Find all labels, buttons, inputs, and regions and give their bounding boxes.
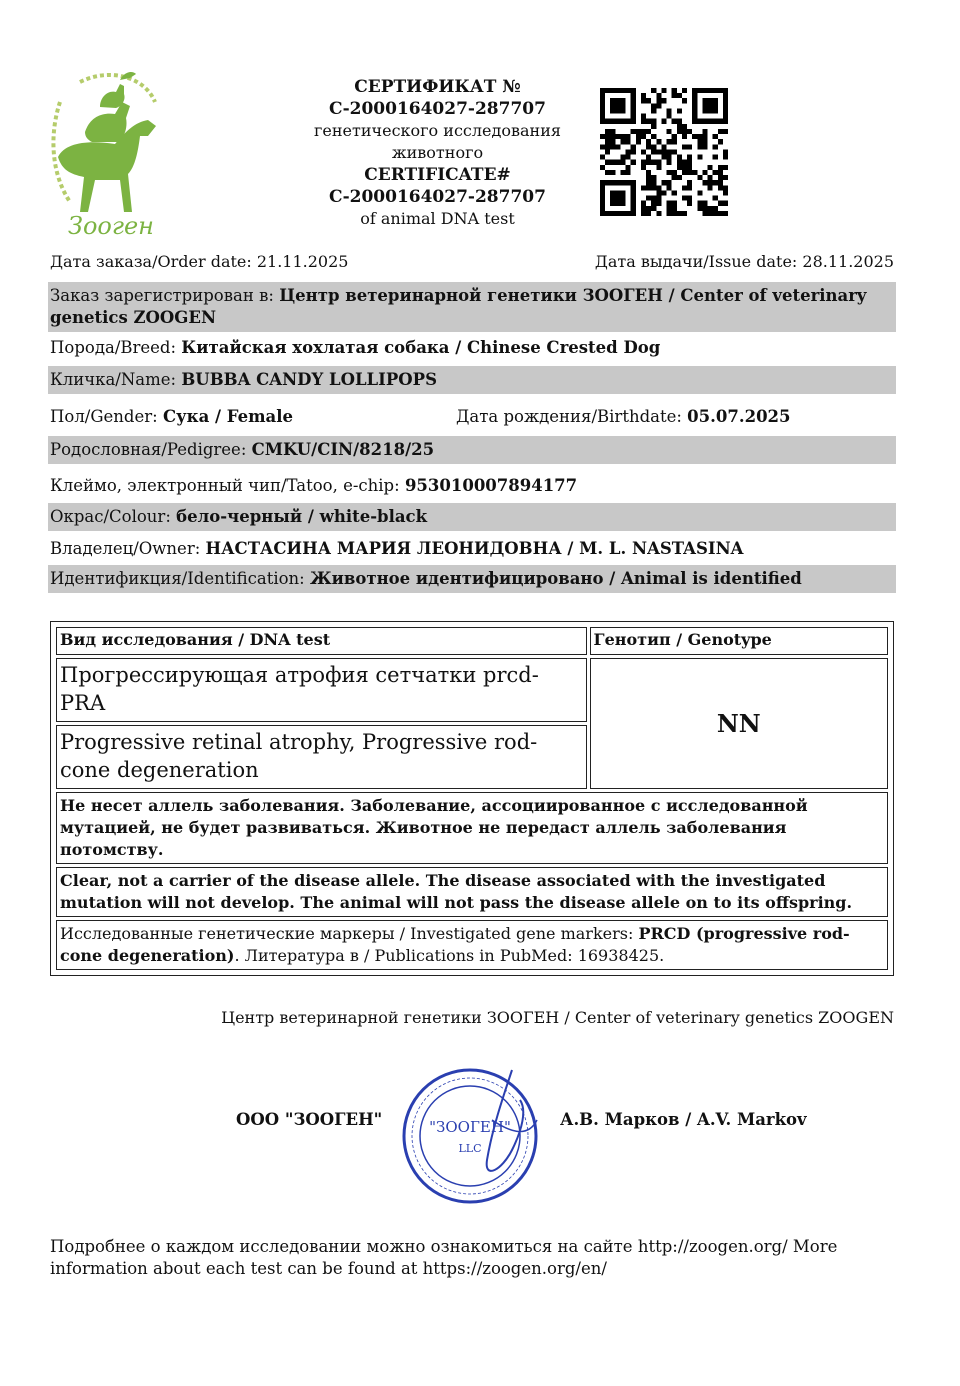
- company-name: ООО "ЗООГЕН": [236, 1110, 383, 1129]
- registered-label: Заказ зарегистрирован в:: [50, 286, 280, 305]
- breed-label: Порода/Breed:: [50, 338, 182, 357]
- certificate-title: [300, 76, 575, 230]
- center-name: Центр ветеринарной генетики ЗООГЕН / Center of veterinary genetics ZOOGEN: [221, 1008, 894, 1027]
- identification-label: Идентификция/Identification:: [50, 569, 310, 588]
- owner-label: Владелец/Owner:: [50, 539, 206, 558]
- pedigree-value: CMKU/CIN/8218/25: [251, 440, 435, 459]
- gender-label: Пол/Gender:: [50, 407, 163, 426]
- cert-en-heading: CERTIFICATE#: [364, 165, 511, 185]
- signer-name: А.В. Марков / A.V. Markov: [560, 1110, 807, 1129]
- genotype-value: NN: [590, 658, 888, 789]
- cert-en-number: C-2000164027-287707: [329, 187, 546, 207]
- stamp-center-text: "ЗООГЕН": [429, 1118, 511, 1136]
- gender-value: Сука / Female: [162, 407, 294, 426]
- company-stamp: [392, 1060, 552, 1210]
- col-header-genotype: Генотип / Genotype: [590, 627, 888, 655]
- markers-suffix: . Литература в / Publications in PubMed: 16938425.: [234, 946, 665, 965]
- registered-value: Центр ветеринарной генетики ЗООГЕН / Center of veterinary genetics ZOOGEN: [50, 286, 867, 327]
- owner-value: НАСТАСИНА МАРИЯ ЛЕОНИДОВНА / M. L. NASTASINA: [205, 539, 744, 558]
- pedigree-row: [48, 436, 896, 464]
- birthdate-label: Дата рождения/Birthdate:: [456, 407, 688, 426]
- test-name-ru: Прогрессирующая атрофия сетчатки prcd-PRA: [56, 658, 587, 722]
- chip-value: 953010007894177: [404, 476, 578, 495]
- colour-label: Окрас/Colour:: [50, 507, 177, 526]
- gender-row: [48, 403, 896, 431]
- markers-prefix: Исследованные генетические маркеры / Investigated gene markers:: [60, 924, 639, 943]
- pedigree-label: Родословная/Pedigree:: [50, 440, 252, 459]
- owner-row: [48, 535, 896, 563]
- name-row: [48, 366, 896, 394]
- logo-text: Зооген: [68, 212, 154, 240]
- breed-value: Китайская хохлатая собака / Chinese Crested Dog: [181, 338, 661, 357]
- colour-value: бело-черный / white-black: [176, 507, 428, 526]
- chip-label: Клеймо, электронный чип/Tatoo, e-chip:: [50, 476, 405, 495]
- stamp-llc-text: LLC: [458, 1142, 482, 1155]
- issue-date: Дата выдачи/Issue date: 28.11.2025: [594, 252, 894, 271]
- identification-row: [48, 565, 896, 593]
- order-date: Дата заказа/Order date: 21.11.2025: [50, 252, 349, 271]
- breed-row: [48, 334, 896, 362]
- footer-info: Подробнее о каждом исследовании можно ознакомиться на сайте http://zoogen.org/ More information about each test can be found at https://zoogen.org/en/: [50, 1237, 838, 1278]
- birthdate-value: 05.07.2025: [687, 407, 791, 426]
- col-header-test: Вид исследования / DNA test: [56, 627, 587, 655]
- result-note-ru: Не несет аллель заболевания. Заболевание, ассоциированное с исследованной мутацией, не будет развиваться. Животное не передаст аллель заболевания потомству.: [56, 792, 888, 864]
- result-note-en: Clear, not a carrier of the disease allele. The disease associated with the investigated mutation will not develop. The animal will not pass the disease allele on to its offspring.: [56, 867, 888, 917]
- cert-ru-desc-1: генетического исследования: [314, 121, 561, 140]
- cert-ru-number: C-2000164027-287707: [329, 99, 546, 119]
- test-name-en: Progressive retinal atrophy, Progressive rod-cone degeneration: [56, 725, 587, 789]
- chip-row: [48, 472, 896, 500]
- gene-markers: [56, 920, 888, 970]
- cert-ru-desc-2: животного: [391, 143, 484, 162]
- markers-value: PRCD (progressive rod-cone degeneration): [60, 924, 850, 965]
- identification-value: Животное идентифицировано / Animal is identified: [309, 569, 802, 588]
- qr-code: [600, 88, 728, 216]
- name-label: Кличка/Name:: [50, 370, 182, 389]
- cert-ru-heading: СЕРТИФИКАТ №: [354, 77, 521, 97]
- name-value: BUBBA CANDY LOLLIPOPS: [181, 370, 437, 389]
- birthdate-field: [456, 406, 791, 428]
- results-table: [50, 621, 894, 976]
- colour-row: [48, 503, 896, 531]
- registered-row: [48, 282, 896, 332]
- cert-en-desc: of animal DNA test: [360, 209, 515, 228]
- zoogen-logo: [40, 62, 170, 242]
